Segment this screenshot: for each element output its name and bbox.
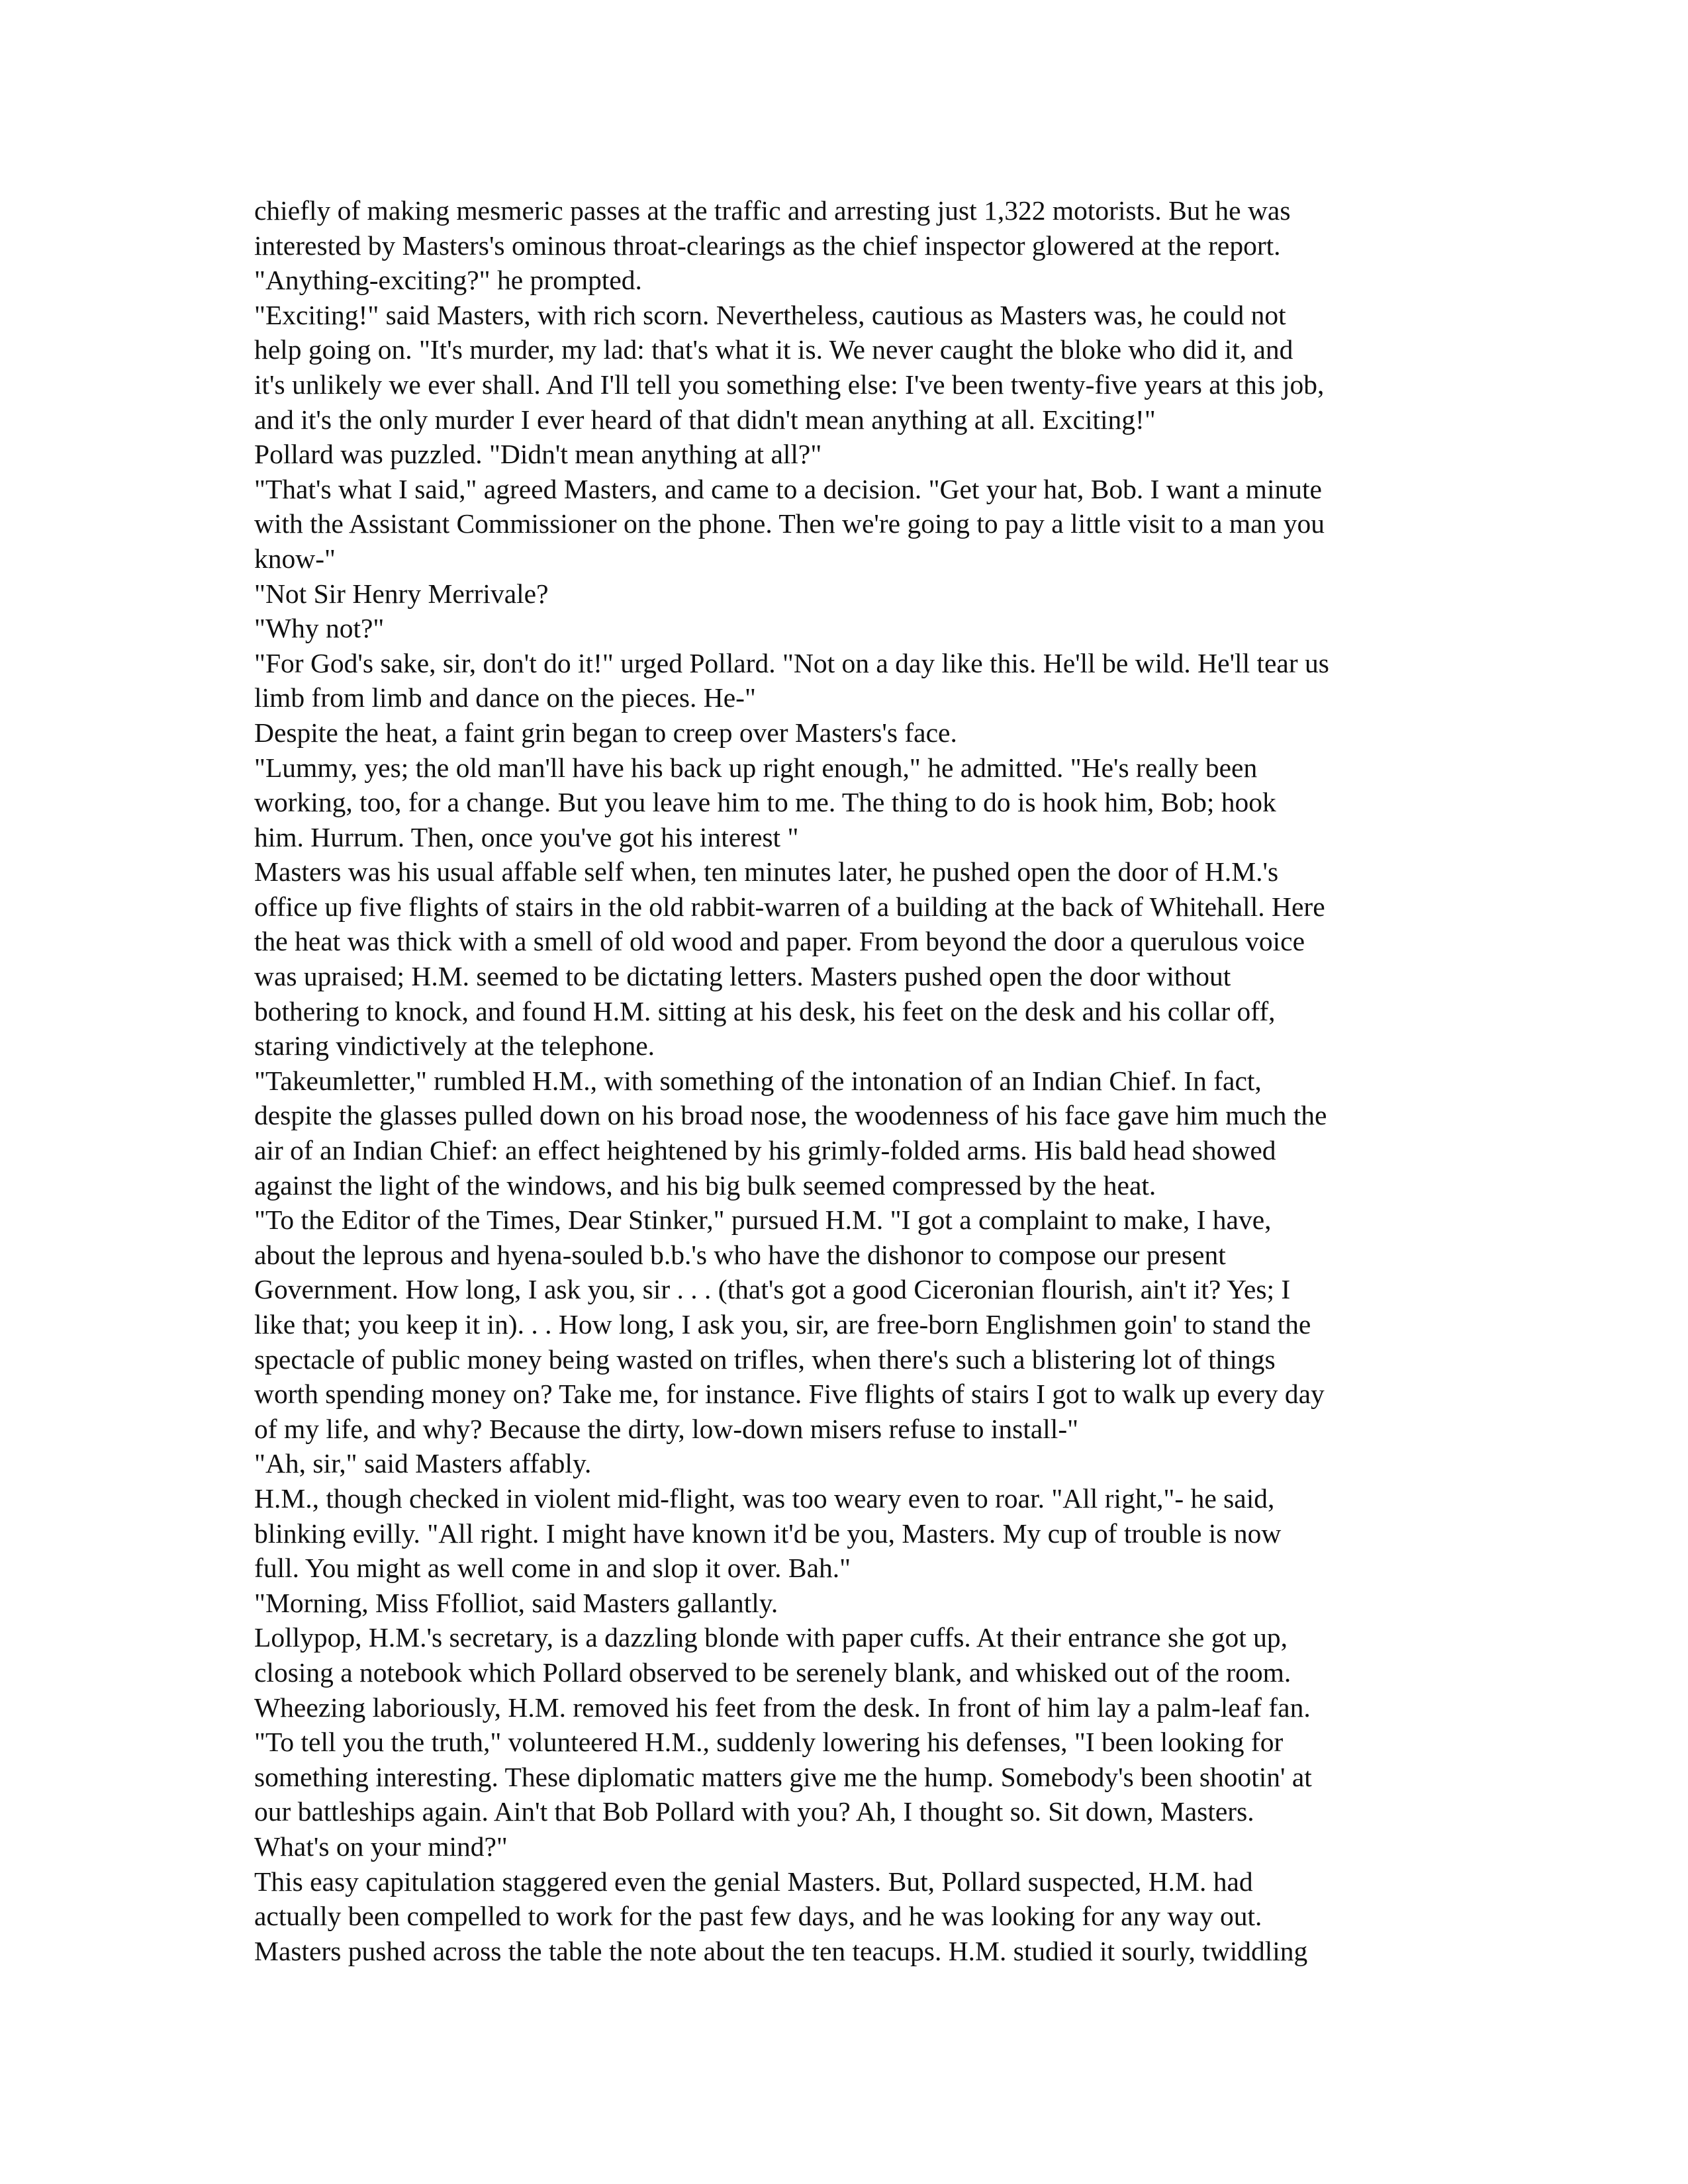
text-line: office up five flights of stairs in the old rabbit-warren of a building at the back of Whitehall. Here — [254, 891, 1325, 922]
text-line: "To the Editor of the Times, Dear Stinker," pursued H.M. "I got a complaint to make, I have, — [254, 1205, 1272, 1236]
text-line: was upraised; H.M. seemed to be dictating letters. Masters pushed open the door without — [254, 961, 1231, 992]
text-line: know-" — [254, 543, 336, 574]
text-line: about the leprous and hyena-souled b.b.'s who have the dishonor to compose our present — [254, 1239, 1226, 1270]
text-line: "Lummy, yes; the old man'll have his back up right enough," he admitted. "He's really been — [254, 752, 1258, 783]
text-line: it's unlikely we ever shall. And I'll tell you something else: I've been twenty-five years at this job, — [254, 369, 1325, 400]
text-line: something interesting. These diplomatic matters give me the hump. Somebody's been shootin' at — [254, 1761, 1312, 1792]
text-line: Masters pushed across the table the note about the ten teacups. H.M. studied it sourly, twiddling — [254, 1935, 1308, 1966]
text-line: and it's the only murder I ever heard of that didn't mean anything at all. Exciting!" — [254, 404, 1156, 435]
text-line: our battleships again. Ain't that Bob Pollard with you? Ah, I thought so. Sit down, Masters. — [254, 1796, 1254, 1827]
text-line: "Ah, sir," said Masters affably. — [254, 1448, 592, 1479]
text-line: the heat was thick with a smell of old wood and paper. From beyond the door a querulous voice — [254, 926, 1305, 957]
text-line: Masters was his usual affable self when, ten minutes later, he pushed open the door of H.M.'s — [254, 856, 1279, 887]
text-line: "Exciting!" said Masters, with rich scorn. Nevertheless, cautious as Masters was, he could not — [254, 299, 1286, 330]
text-line: "Not Sir Henry Merrivale? — [254, 578, 549, 609]
text-line: despite the glasses pulled down on his broad nose, the woodenness of his face gave him much the — [254, 1100, 1327, 1131]
text-line: Despite the heat, a faint grin began to creep over Masters's face. — [254, 717, 957, 748]
text-line: This easy capitulation staggered even the genial Masters. But, Pollard suspected, H.M. had — [254, 1866, 1253, 1897]
text-line: What's on your mind?" — [254, 1831, 508, 1862]
text-line: staring vindictively at the telephone. — [254, 1030, 655, 1062]
text-line: spectacle of public money being wasted on trifles, when there's such a blistering lot of things — [254, 1343, 1276, 1375]
text-line: blinking evilly. "All right. I might have known it'd be you, Masters. My cup of trouble is now — [254, 1518, 1282, 1549]
text-line: full. You might as well come in and slop it over. Bah." — [254, 1553, 851, 1584]
text-line: closing a notebook which Pollard observed to be serenely blank, and whisked out of the room. — [254, 1657, 1291, 1688]
text-line: bothering to knock, and found H.M. sitting at his desk, his feet on the desk and his collar off, — [254, 995, 1276, 1026]
text-line: chiefly of making mesmeric passes at the traffic and arresting just 1,322 motorists. But he was — [254, 195, 1291, 226]
text-line: him. Hurrum. Then, once you've got his interest " — [254, 821, 799, 852]
text-line: air of an Indian Chief: an effect heightened by his grimly-folded arms. His bald head showed — [254, 1135, 1276, 1166]
text-line: actually been compelled to work for the past few days, and he was looking for any way out. — [254, 1901, 1262, 1932]
text-line: limb from limb and dance on the pieces. He-" — [254, 682, 756, 713]
text-line: "Why not?" — [254, 613, 385, 644]
text-line: "That's what I said," agreed Masters, and came to a decision. "Get your hat, Bob. I want a minute — [254, 473, 1322, 504]
text-line: "Takeumletter," rumbled H.M., with something of the intonation of an Indian Chief. In fact, — [254, 1065, 1262, 1096]
text-line: working, too, for a change. But you leave him to me. The thing to do is hook him, Bob; hook — [254, 787, 1276, 818]
text-line: Lollypop, H.M.'s secretary, is a dazzling blonde with paper cuffs. At their entrance she got up, — [254, 1622, 1288, 1653]
text-line: with the Assistant Commissioner on the phone. Then we're going to pay a little visit to a man you — [254, 508, 1325, 539]
text-line: worth spending money on? Take me, for instance. Five flights of stairs I got to walk up every day — [254, 1379, 1325, 1410]
text-line: like that; you keep it in). . . How long, I ask you, sir, are free-born Englishmen goin' to stand the — [254, 1309, 1311, 1340]
text-line: "For God's sake, sir, don't do it!" urged Pollard. "Not on a day like this. He'll be wild. He'll tear us — [254, 647, 1329, 678]
text-line: of my life, and why? Because the dirty, low-down misers refuse to install-" — [254, 1413, 1079, 1444]
text-line: "Morning, Miss Ffolliot, said Masters gallantly. — [254, 1587, 778, 1618]
text-line: Wheezing laboriously, H.M. removed his feet from the desk. In front of him lay a palm-leaf fan. — [254, 1692, 1311, 1723]
text-line: help going on. "It's murder, my lad: that's what it is. We never caught the bloke who did it, and — [254, 334, 1293, 365]
text-line: H.M., though checked in violent mid-flight, was too weary even to roar. "All right,"- he said, — [254, 1482, 1275, 1514]
text-line: against the light of the windows, and his big bulk seemed compressed by the heat. — [254, 1169, 1156, 1201]
text-line: Government. How long, I ask you, sir . . . (that's got a good Ciceronian flourish, ain't it? Yes; I — [254, 1274, 1291, 1305]
text-line: Pollard was puzzled. "Didn't mean anything at all?" — [254, 439, 822, 470]
document-page — [254, 193, 1439, 1968]
text-line: "To tell you the truth," volunteered H.M., suddenly lowering his defenses, "I been looking for — [254, 1727, 1284, 1758]
text-line: "Anything-exciting?" he prompted. — [254, 265, 642, 296]
text-line: interested by Masters's ominous throat-clearings as the chief inspector glowered at the report. — [254, 230, 1281, 261]
